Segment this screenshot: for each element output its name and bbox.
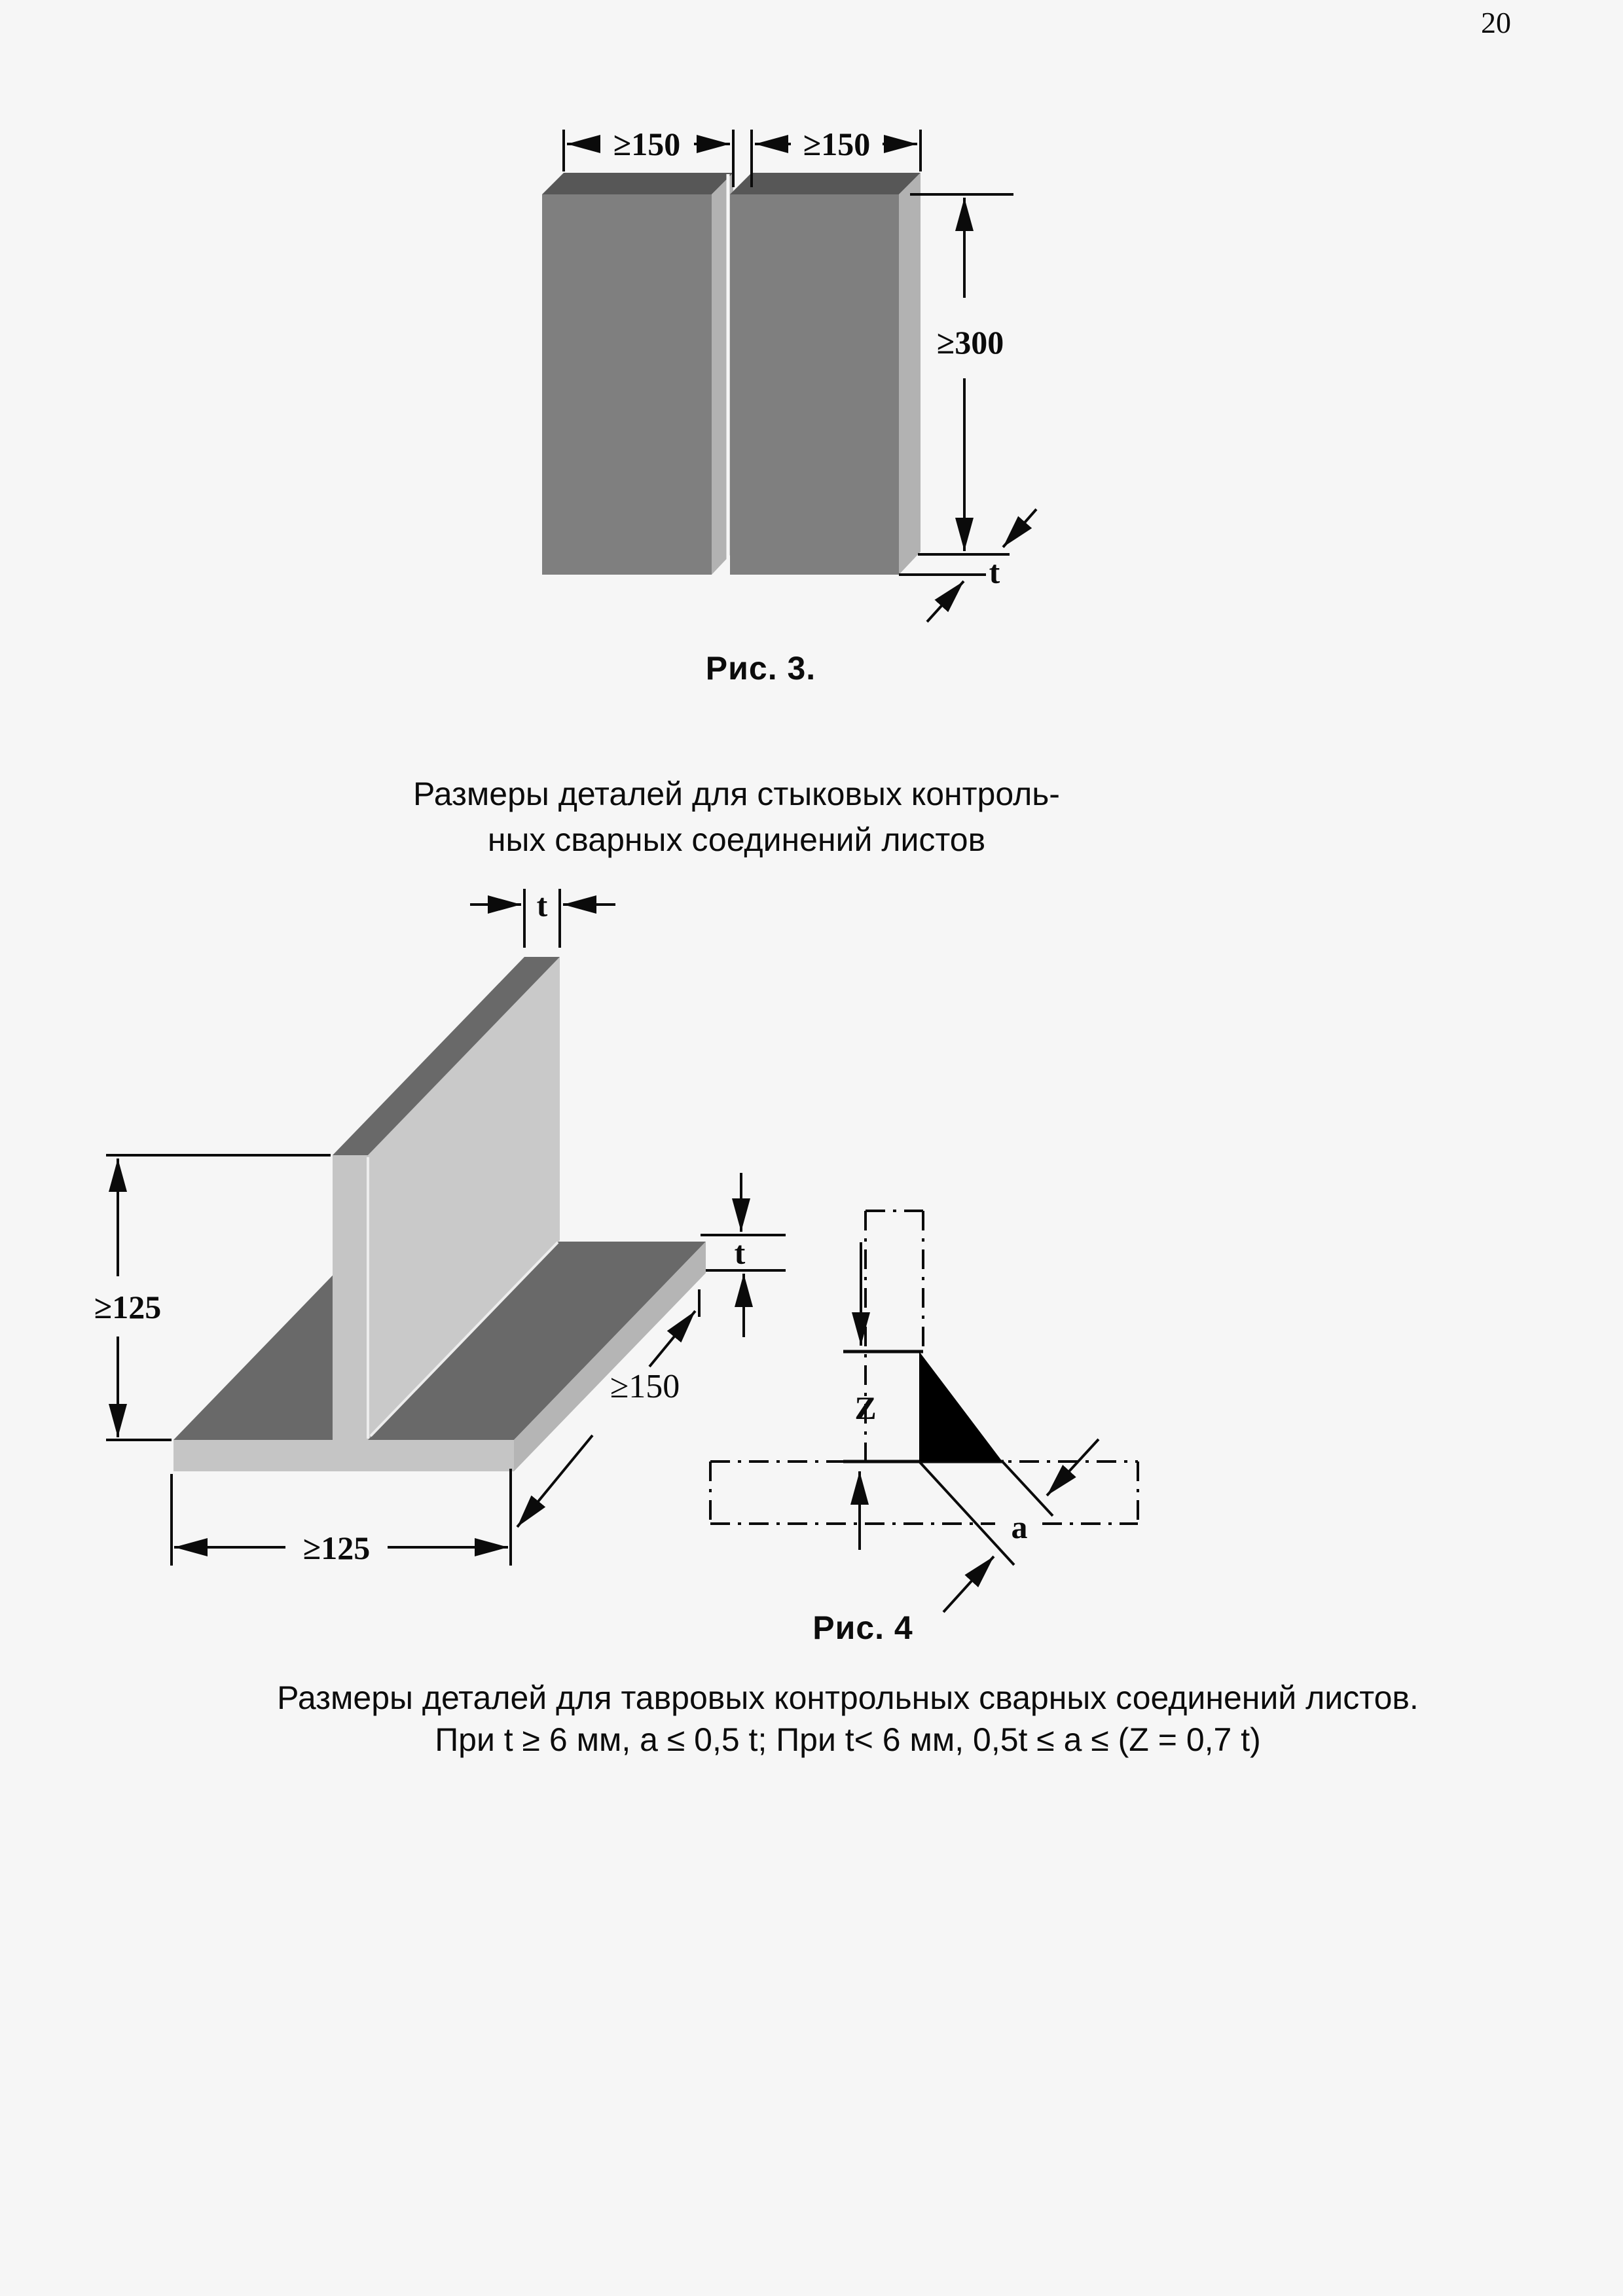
fig4-throat-line-inner [919,1462,1014,1565]
fig3-thickness-arrow-lower [927,581,964,622]
fig4-dim-length: ≥150 [610,1368,680,1405]
fig4-dim-web-height: ≥125 [94,1289,162,1325]
fig4-web-front-face [333,1155,368,1440]
fig4-throat-arrow-lower [943,1556,994,1612]
fig4-description-line2: При t ≥ 6 мм, a ≤ 0,5 t; При t< 6 мм, 0,5t ≤ a ≤ (Z = 0,7 t) [435,1721,1261,1758]
fig3-left-plate-front-face [542,194,712,575]
fig3-dim-height: ≥300 [936,324,1004,361]
fig3-caption: Рис. 3. [705,650,816,687]
fig4-dim-weld-throat: a [1011,1509,1028,1545]
fig4-flange-front-face [173,1440,514,1471]
fig3-dim-width-right: ≥150 [803,126,871,162]
fig3-description-line1: Размеры деталей для стыковых контроль- [413,776,1060,812]
fig4-dim-weld-leg: Z [854,1390,877,1426]
fig3-right-plate-side-face [899,173,921,575]
fig3-right-plate-front-face [730,194,899,575]
fig4-caption: Рис. 4 [812,1609,913,1646]
fig4-throat-line-outer [1002,1462,1053,1516]
fig3-dim-width-left: ≥150 [613,126,681,162]
fig3-plates [542,173,921,575]
fig4-dim-web-thickness: t [536,887,548,924]
fig3-right-plate-top-face [730,173,921,194]
fig3-dim-thickness: t [989,554,1000,590]
fig4-detail-flange-outline [710,1462,1138,1524]
page-number: 20 [1481,6,1511,39]
fig4-dim-flange-thickness: t [734,1234,746,1271]
fig4-throat-arrow-upper [1047,1439,1099,1496]
fig3-left-plate-top-face [542,173,733,194]
fig4-description-line1: Размеры деталей для тавровых контрольных сварных соединений листов. [277,1679,1419,1716]
fig4-dim-flange-width: ≥125 [302,1530,371,1566]
fig4-description [259,1677,1437,1761]
fig3-description [278,771,1195,863]
fig3-thickness-arrow-upper [1003,509,1036,547]
fig3-description-line2: ных сварных соединений листов [487,821,986,858]
fig4-weld-fillet [919,1352,1002,1462]
